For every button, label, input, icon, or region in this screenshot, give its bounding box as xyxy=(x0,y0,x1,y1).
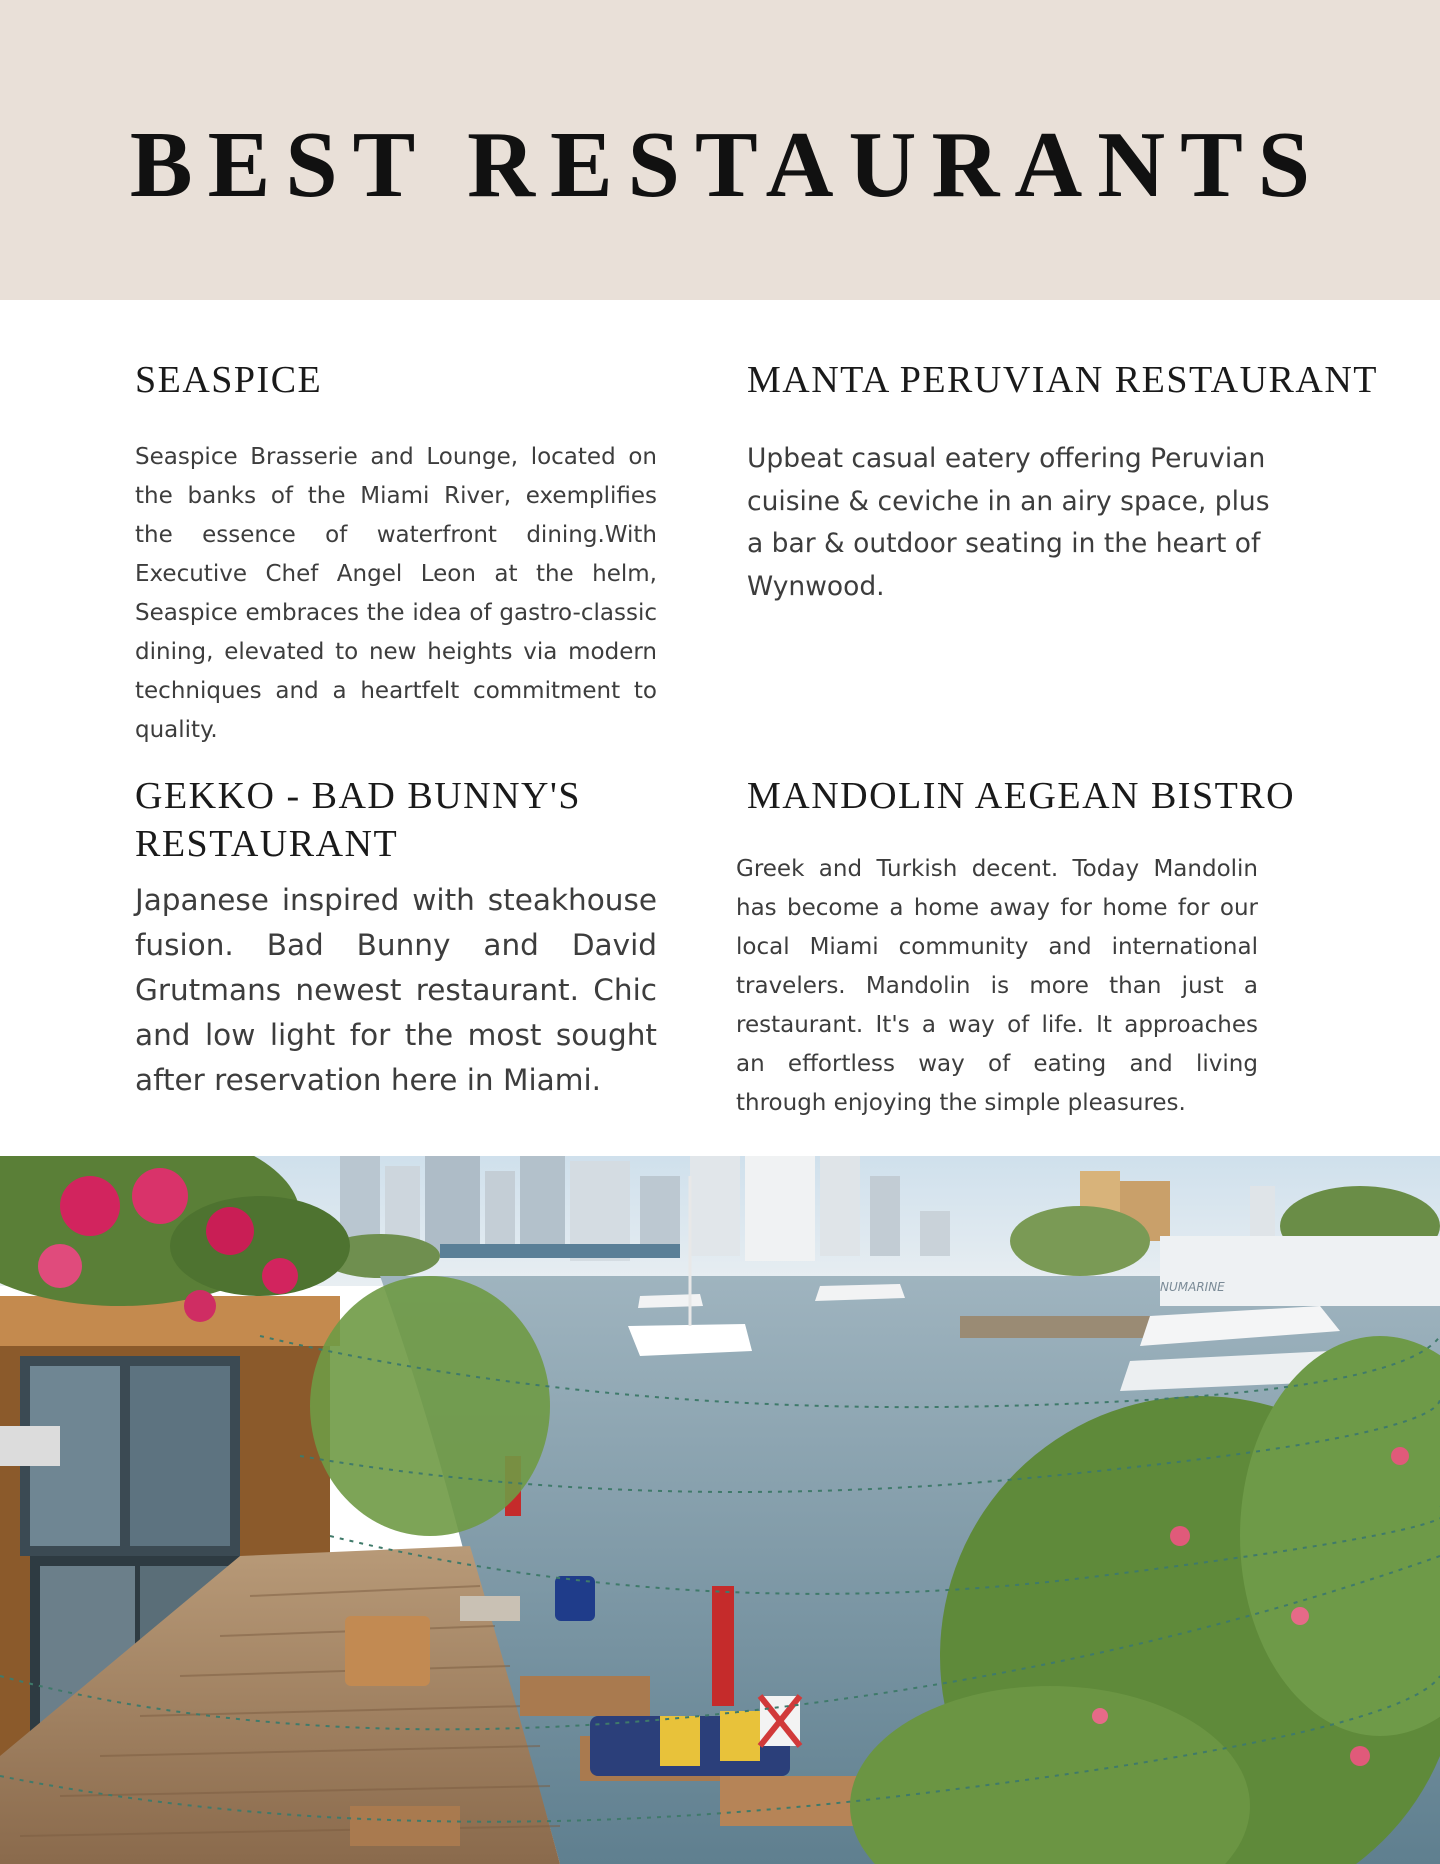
blue-planter xyxy=(555,1576,595,1621)
wood-planter xyxy=(345,1616,430,1686)
restaurant-description: Upbeat casual eatery offering Peruvian cuisine & ceviche in an airy space, plus a bar & outdoor seating in the heart of Wynwood. xyxy=(747,443,1270,602)
restaurant-manta xyxy=(747,356,1387,608)
restaurant-name: GEKKO - BAD BUNNY'S RESTAURANT xyxy=(135,775,581,865)
restaurant-description: Greek and Turkish decent. Today Mandolin has become a home away for home for our local Miami community and international travelers. Mandolin is more than just a restaurant. It's a way of life. It approaches an effortless way of eating and living through enjoying the simple pleasures. xyxy=(736,856,1258,1116)
marina-sign: NUMARINE xyxy=(1160,1280,1225,1294)
restaurant-name: MANTA PERUVIAN RESTAURANT xyxy=(747,359,1378,401)
restaurant-name: SEASPICE xyxy=(135,359,323,401)
restaurant-seaspice xyxy=(135,356,657,750)
bridge xyxy=(440,1244,680,1258)
page-title: BEST RESTAURANTS xyxy=(129,113,1326,217)
restaurant-gekko xyxy=(135,772,657,1103)
waterfront-photo xyxy=(0,1156,1440,1864)
restaurant-description: Seaspice Brasserie and Lounge, located on the banks of the Miami River, exemplifies the essence of waterfront dining.With Executive Chef Angel Leon at the helm, Seaspice embraces the idea of gastro-classic dining, elevated to new heights via modern techniques and a heartfelt commitment to quality. xyxy=(135,444,657,743)
restaurant-mandolin xyxy=(736,772,1307,1123)
marina-building xyxy=(1160,1236,1440,1306)
restaurant-name: MANDOLIN AEGEAN BISTRO xyxy=(747,775,1296,817)
restaurant-description: Japanese inspired with steakhouse fusion. Bad Bunny and David Grutmans newest restaurant. Chic and low light for the most sought after reservation here in Miami. xyxy=(135,883,657,1097)
